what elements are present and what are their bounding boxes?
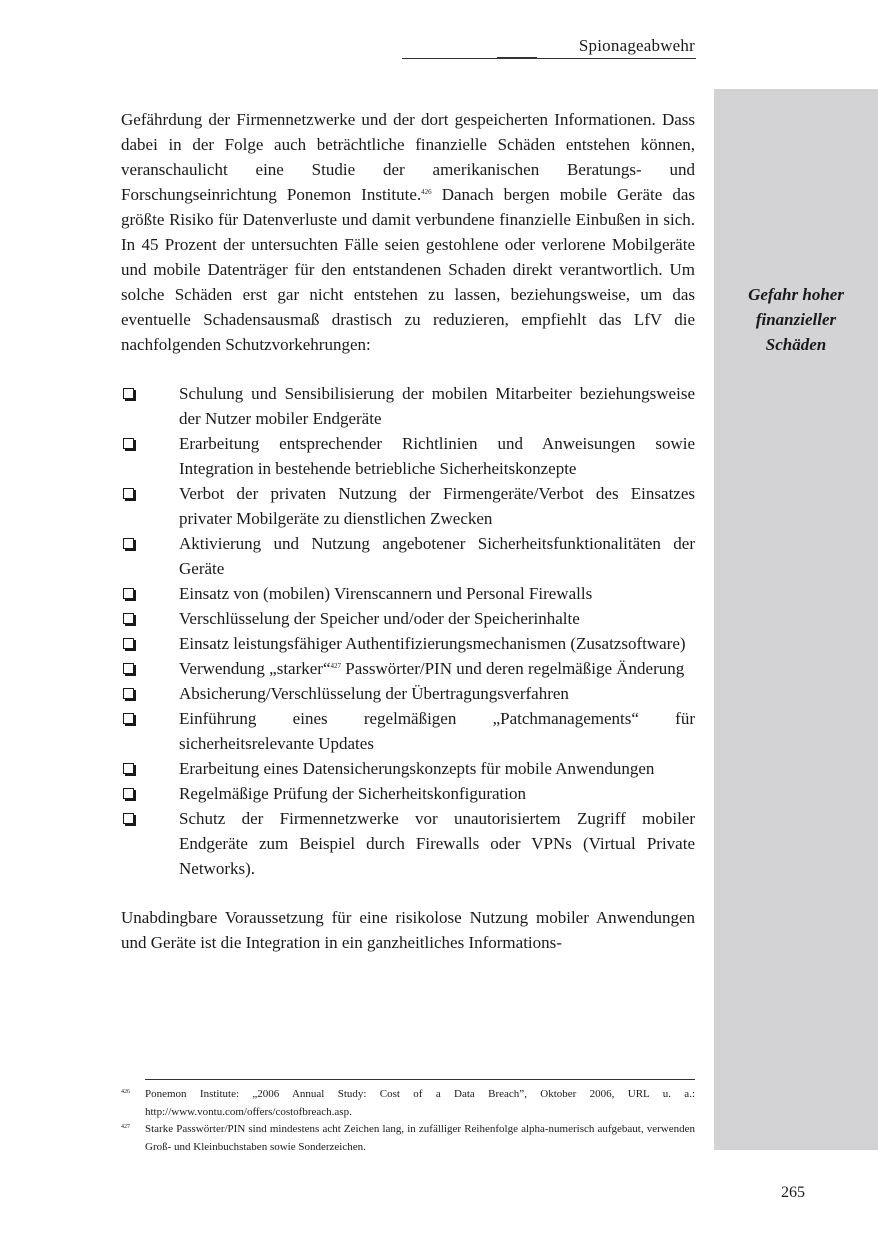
checkbox-bullet-icon xyxy=(123,788,134,799)
list-item-text: Verschlüsselung der Speicher und/oder der Speicherinhalte xyxy=(179,609,580,628)
list-item xyxy=(121,756,695,781)
list-item-text: Schutz der Firmennetzwerke vor unautorisiertem Zugriff mobiler Endgeräte zum Beispiel durch Firewalls oder VPNs (Virtual Private Networks). xyxy=(179,809,695,878)
running-header-title: Spionageabwehr xyxy=(578,36,695,55)
list-item xyxy=(121,531,695,581)
list-item xyxy=(121,681,695,706)
list-item-text: Absicherung/Verschlüsselung der Übertragungsverfahren xyxy=(179,684,569,703)
footnote-number: 426 xyxy=(121,1089,130,1095)
checkbox-bullet-icon xyxy=(123,588,134,599)
checkbox-bullet-icon xyxy=(123,813,134,824)
page-number: 265 xyxy=(781,1184,805,1201)
margin-note-line: Gefahr hoher xyxy=(748,285,844,304)
list-item xyxy=(121,431,695,481)
list-item-text: Erarbeitung entsprechender Richtlinien und Anweisungen sowie Integration in bestehende betriebliche Sicherheitskonzepte xyxy=(179,434,695,478)
checkbox-bullet-icon xyxy=(123,388,134,399)
checkbox-bullet-icon xyxy=(123,488,134,499)
list-item-text: Einsatz leistungsfähiger Authentifizierungsmechanismen (Zusatzsoftware) xyxy=(179,634,686,653)
footnotes xyxy=(121,1086,695,1156)
margin-note xyxy=(724,282,868,357)
paragraph-text: Gefährdung der Firmennetzwerke und der dort gespeicherten Informationen. Dass dabei in der Folge auch beträchtliche finanzielle Schäden entstehen können, veranschaulicht eine Studie der amerikanischen Beratungs- und Forschungseinrichtung Ponemon Institute. xyxy=(121,110,695,204)
list-item-text: Verwendung „starker“ xyxy=(179,659,331,678)
header-rule xyxy=(402,58,696,59)
protection-measures-list xyxy=(121,381,695,881)
list-item-text: Regelmäßige Prüfung der Sicherheitskonfiguration xyxy=(179,784,526,803)
footnote-ref-426[interactable]: 426 xyxy=(421,188,432,196)
list-item xyxy=(121,706,695,756)
list-item xyxy=(121,806,695,881)
main-text xyxy=(121,107,695,955)
list-item-text: Schulung und Sensibilisierung der mobilen Mitarbeiter beziehungsweise der Nutzer mobiler Endgeräte xyxy=(179,384,695,428)
footnote-text: Ponemon Institute: „2006 Annual Study: Cost of a Data Breach”, Oktober 2006, URL u. a.: http://www.vontu.com/offers/costofbreach.asp. xyxy=(145,1088,695,1118)
list-item xyxy=(121,481,695,531)
list-item-text: Passwörter/PIN und deren regelmäßige Änderung xyxy=(341,659,685,678)
checkbox-bullet-icon xyxy=(123,538,134,549)
checkbox-bullet-icon xyxy=(123,688,134,699)
checkbox-bullet-icon xyxy=(123,763,134,774)
margin-note-line: Schäden xyxy=(765,335,827,354)
footnote-number: 427 xyxy=(121,1124,130,1130)
paragraph-intro xyxy=(121,107,695,357)
checkbox-bullet-icon xyxy=(123,613,134,624)
margin-note-line: finanzieller xyxy=(755,310,837,329)
checkbox-bullet-icon xyxy=(123,438,134,449)
margin-sidebar xyxy=(714,89,878,1150)
list-item-text: Erarbeitung eines Datensicherungskonzepts für mobile Anwendungen xyxy=(179,759,655,778)
paragraph-text: Danach bergen mobile Geräte das größte Risiko für Datenverluste und damit verbundene finanzielle Einbußen in sich. In 45 Prozent der untersuchten Fälle seien gestohlene oder verlorene Mobilgeräte und mobile Datenträger für den entstandenen Schaden direkt verantwortlich. Um solche Schäden erst gar nicht entstehen zu lassen, beziehungsweise, um das eventuelle Schadensausmaß drastisch zu reduzieren, empfiehlt das LfV die nachfolgenden Schutzvorkehrungen: xyxy=(121,185,695,354)
list-item xyxy=(121,781,695,806)
footnote-ref-427[interactable]: 427 xyxy=(330,662,342,670)
list-item xyxy=(121,581,695,606)
footnote-426 xyxy=(121,1086,695,1121)
list-item xyxy=(121,606,695,631)
list-item-text: Einsatz von (mobilen) Virenscannern und Personal Firewalls xyxy=(179,584,593,603)
checkbox-bullet-icon xyxy=(123,663,134,674)
footnote-separator xyxy=(145,1079,695,1080)
list-item-text: Einführung eines regelmäßigen „Patchmanagements“ für sicherheitsrelevante Updates xyxy=(179,709,695,753)
checkbox-bullet-icon xyxy=(123,713,134,724)
list-item xyxy=(121,631,695,656)
list-item-text: Aktivierung und Nutzung angebotener Sicherheitsfunktionalitäten der Geräte xyxy=(179,534,695,578)
list-item xyxy=(121,656,695,681)
footnote-427 xyxy=(121,1121,695,1156)
list-item-text: Verbot der privaten Nutzung der Firmengeräte/Verbot des Einsatzes privater Mobilgeräte zu dienstlichen Zwecken xyxy=(179,484,695,528)
footnote-text: Starke Passwörter/PIN sind mindestens acht Zeichen lang, in zufälliger Reihenfolge alpha-numerisch aufgebaut, verwenden Groß- und Kleinbuchstaben sowie Sonderzeichen. xyxy=(145,1123,695,1153)
header-rule-accent xyxy=(497,57,537,59)
checkbox-bullet-icon xyxy=(123,638,134,649)
list-item xyxy=(121,381,695,431)
paragraph-conclusion: Unabdingbare Voraussetzung für eine risikolose Nutzung mobiler Anwendungen und Geräte ist die Integration in ein ganzheitliches Informations- xyxy=(121,908,695,952)
